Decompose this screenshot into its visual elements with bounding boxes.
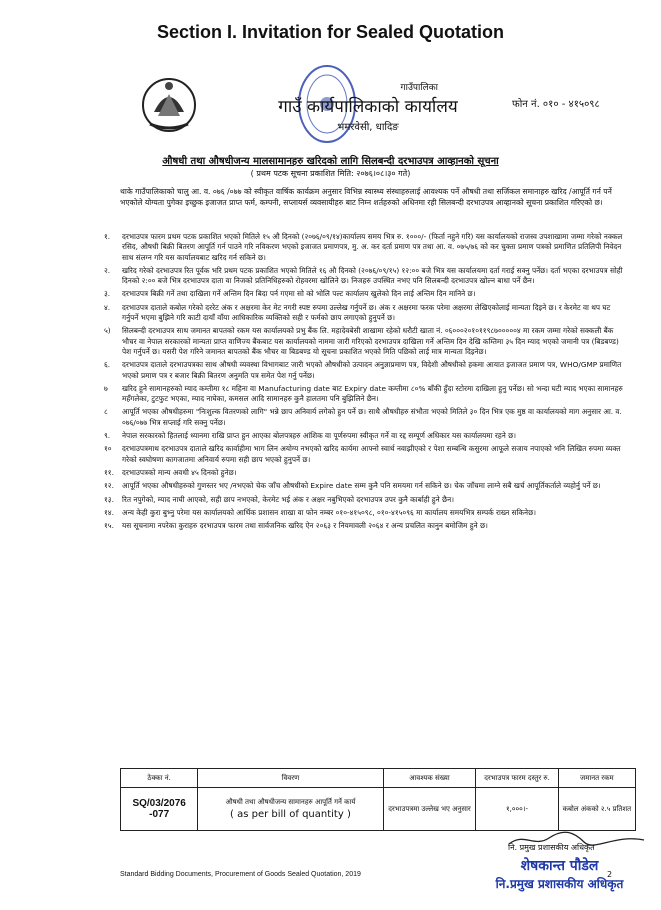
stamp-post: नि.प्रमुख प्रशासकीय अधिकृत (495, 877, 624, 891)
notice-subject: औषधी तथा औषधीजन्य मालसामानहरु खरिदको लागि सिलबन्दी दरभाउपत्र आव्हानको सूचना (162, 156, 499, 167)
description-cell (198, 788, 383, 831)
page-title: Section I. Invitation for Sealed Quotation (156, 22, 505, 42)
footer-text: Standard Bidding Documents, Procurement of Goods Sealed Quotation, 2019 (120, 871, 361, 878)
col-header: ठेक्का नं. (121, 769, 198, 788)
list-item: १५. यस सूचनामा नपरेका कुराहरु दरभाउपत्र फारम तथा सार्वजनिक खरिद ऐन २०६३ र नियमावली २०६४ र अन्य प्रचलित कानुन बमोजिम हुने छ। (104, 521, 488, 531)
office-name: गाउँ कार्यपालिकाको कार्यालय (278, 97, 458, 117)
list-item: १४. अन्य केही कुरा बुभ्नु परेमा यस कार्यालयको आर्थिक प्रशासन शाखा वा फोन नम्बर ०१०-४१५०९८, ०१०-४१५०९६ मा कार्यालय समयभित्र सम्पर्क राख्न सकिनेछ। (104, 507, 536, 517)
col-header: जमानत रकम (558, 769, 635, 788)
list-item: १३. रित नपुगेको, म्याद नाघी आएको, सही छाप नभएको, केरमेट भई अंक र अक्षर नबुभिएको दरभाउपत्र उपर कुनै कार्बाही हुने छैन। (104, 494, 454, 504)
name-stamp (462, 856, 657, 892)
list-item: २. खरिद गरेको दरभाउपत्र रित पूर्वक भरि प्रथम पटक प्रकाशित भएको मितिले १६ औ दिनको (२०७६/०९/१५) १२:०० बजे भित्र यस कार्यालयमा दर्ता गराई सक्नु पर्नेछ। दर्ता भएका दरभाउपत्र सोही दिनको २:०० बजे भित्र दरभाउपत्र दाता वा निजको प्रतिनिधिहरुको रोहवरमा खोलिने छ। निजहरु उपस्थित नभए पनि सिलबन्दी दरभाउपत्र खोल्न बाधा पर्ने छैन। (104, 265, 623, 286)
table-row (121, 788, 636, 831)
list-item: ८ आपूर्ति भएका औषधीहरुमा "निःशुल्क वितरणको लागि" भन्ने छाप अनिवार्य लगेको हुन पर्ने छ। साथै औषधीहरु संभौता भएको मितिले ३० दिन भित्र एक मुष्ठ वा कार्यालयको माग अनुसार आ. व. ०७६/०७७ भित्र सप्लाई गरि सक्नु पर्नेछ। (104, 407, 622, 427)
conditions-list (104, 232, 624, 534)
list-item: ६. दरभाउपत्र दाताले दरभाउपत्रका साथ औषधी व्यवस्था विभागबाट जारी भएको औषधीको उत्पादन अनुज्ञाप्रमाण पत्र, विदेशी औषधीको हकमा आयात इजाजत प्रमाण पत्र, WHO/GMP प्रमाणित भएको प्रमाण पत्र र बजार बिक्री बितरण अनुमति पत्र समेत पेश गर्नु पर्नेछ। (104, 360, 622, 380)
list-item: १० दरभाउपत्रमाथ दरभाउपत्र दाताले खरिद कार्वाहीमा भाग लिन अयोग्य नभएको खरिद कार्यमा आफ्नो स्वार्थ नवाझीएको र पेशा सम्बन्धि कसुरमा आफूले सजाय नपाएको भनि लिखित रुपमा व्यक्त गरेको स्वघोषणा कागजातमा अनिवार्य रुपमा सही छाप भएको हुनुपर्ने छ। (104, 444, 621, 464)
contract-no-cell: SQ/03/2076 -077 (121, 788, 198, 831)
description-line-1: औषधी तथा औषधीजन्य सामानहरु आपूर्ति गर्ने कार्य (225, 798, 356, 806)
page-number: 2 (607, 870, 613, 879)
publication-date-note: ( प्रथम पटक सूचना प्रकाशित मिति: २०७६।०८।३० गते) (250, 169, 411, 178)
list-item: १. दरभाउपत्र फारम प्रथम पटक प्रकाशित भएको मितिले १५ औ दिनको (२०७६/०९/१४)कार्यालय समय भित्र रु. १०००/- (फिर्ता नहुने गरि) यस कार्यालयको राजस्व उपशाखामा जम्मा गरेको नक्कल रसिद, औषधी बिक्री बितरण आपूर्ति गर्न पाउने गरि नविकरण भएको इजाजत प्रमाणपत्र, मु. अ. कर दर्ता प्रमाण पत्र तथा आ. व. ०७५/७६ को कर चुक्ता प्रमाण पत्रको प्रमाणित प्रतिलिपी निवेदन साथ संलग्न गरि यस कार्यालयबाट खरिद गर्न सकिने छ। (104, 232, 623, 262)
table-header-row (121, 769, 636, 788)
list-item: ४. दरभाउपत्र दाताले कबोल गरेको दररेट अंक र अक्षरमा केर मेट नगरी स्पष्ट रुपमा उल्लेख गर्नुपर्ने छ। अंक र अक्षरमा फरक परेमा अक्षरमा लेखिएकोलाई मान्यता दिइने छ। र केरमेट वा थप घट गर्नुपर्ने भएमा बुझिने गरि काटी दायाँ वाँया आधिकारिक व्यक्तिको सही र फर्मको छाप लगाएको हुनुपर्ने छ। (104, 302, 611, 323)
nepal-emblem-icon (140, 72, 198, 134)
office-header (258, 80, 478, 133)
fee-cell: १,०००।- (476, 788, 558, 831)
stamp-name: शेषकान्त पौडेल (520, 858, 599, 874)
office-address: भमरवेसी, धादिङ (337, 122, 399, 133)
security-cell: कबोल अंकको २.५ प्रतिशत (558, 788, 635, 831)
col-header: विवरण (198, 769, 383, 788)
list-item: १२. आपूर्ति भएका औषधीहरुको गुणस्तर भए /नभएको चेक जाँच औषधीको Expire date सम्म कुनै पनि समयमा गर्न सकिने छ। चेक जाँचमा लाग्ने सबै खर्च आपूर्तिकर्ताले व्यहोर्नु पर्ने छ। (104, 481, 601, 491)
intro-paragraph: थाके गाउँपालिकाको चालु आ. व. ०७६ /०७७ को स्वीकृत वार्षिक कार्यक्रम अनुसार विभिन्न स्वास्थ्य संस्थाहरुलाई आवश्यक पर्ने औषधी तथा सर्जिकल समानाहरु खरिद /आपूर्ति गर्न पर्ने भएकोले योग्यता पुगेका इच्छुक इजाजत प्राप्त फर्म, कम्पनी, सप्लायर्स व्यवसायीहरु बाट निम्न शर्तहरुको अधिनमा रही सिलबन्दी दरभाउपत्र आव्हानको सूचना प्रकाशित गरिएको छ। (120, 187, 612, 207)
quotation-table (120, 768, 636, 831)
col-header: दरभाउपत्र फारम दस्तुर रु. (476, 769, 558, 788)
phone-number: फोन नं. ०१० - ४१५०९८ (512, 99, 600, 110)
quantity-cell: दरभाउपत्रमा उल्लेख भए अनुसार (383, 788, 476, 831)
col-header: आवश्यक संख्या (383, 769, 476, 788)
office-line-1: गाउँपालिका (400, 83, 438, 93)
list-item: ९. नेपाल सरकारको हितलाई ध्यानमा राखि प्राप्त हुन आएका बोलपत्रहरु आंशिक वा पूर्णरुपमा स्वीकृत गर्ने वा रद्द सम्पूर्ण अधिकार यस कार्यालयमा रहने छ। (104, 431, 516, 441)
description-line-2: ( as per bill of quantity ) (230, 809, 351, 820)
list-item: ७ खरिद हुने सामानहरुको म्याद कम्तीमा १८ महिना वा Manufacturing date बाट Expiry date कम्तीमा ८०% बाँकी हुँदा स्टोरमा दाखिला हुनु पर्नेछ। सो भन्दा घटी म्याद भएका सामानहरु महँगलेका, टुटफुट भएका, म्याद नाघेका, कमसल आदि सामानहरु कुनै हालतमा पनि बुझिलिने छैन। (104, 383, 623, 404)
signer-designation: नि. प्रमुख प्रशासकीय अधिकृत (508, 843, 595, 852)
list-item: ३. दरभाउपत्र बिक्री गर्ने तथा दाखिला गर्ने अन्तिम दिन बिदा पर्न गएमा सो को भोलि पल्ट कार्यालय खुलेको दिन लाई अन्तिम दिन मानिने छ। (104, 289, 476, 299)
list-item: ५) सिलबन्दी दरभाउपत्र साथ जमानत बापतको रकम यस कार्यालयको प्रभु बैंक लि. महादेवबेसी शाखामा रहेको धरौटी खाता नं. ०६०००२०१०११९८७०००००४ मा रकम जम्मा गरेको सक्कली बैंक भौचर वा नेपाल सरकारको मान्यता प्राप्त वाणिज्य बैंकबाट यस कार्यालयको नाममा जारी गरिएको दरभाउपत्र दाखिला गर्ने अन्तिम दिन देखि कम्तिमा ३५ दिन म्याद भएको जमानी पत्र (बिडबण्ड) पेश गर्नुपर्ने छ। यसरी पेश गरिने जमानत बापतको बैंक भौचर वा बिडबण्ड यो सूचना प्रकाशित भएको मिति पछिको लाई मात्र मान्यता दिइनेछ। (104, 326, 619, 356)
list-item: ११. दरभाउपत्रको मान्य अवधी ४५ दिनको हुनेछ। (104, 467, 237, 477)
